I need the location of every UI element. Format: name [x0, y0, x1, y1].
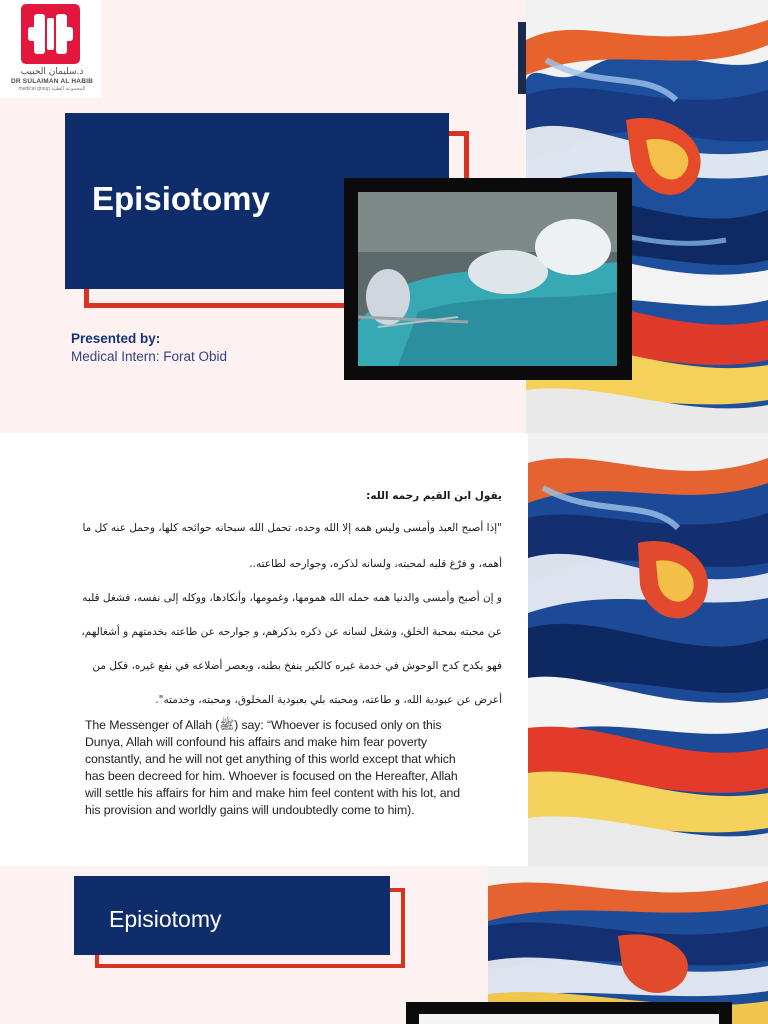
marble-art-image [528, 433, 768, 866]
arabic-line-3: أهمه، و فرّغ قلبه لمحبته، ولسانه لذكره، وجوارحه لطاعته.. [249, 558, 502, 570]
logo-arabic-text: د.سليمان الحبيب [20, 67, 84, 77]
logo [0, 0, 101, 98]
english-quote: The Messenger of Allah (ﷺ) say: “Whoever is focused only on this Dunya, Allah will confound his affairs and make him fear poverty constantly, and he will not get anything of this world except that which has been decreed for him. Whoever is focused on the Hereafter, Allah will settle his affairs for him and make him feel content with his lot, and his provision and worldly gains will undoubtedly come to him). [85, 718, 461, 817]
logo-cross-icon [21, 4, 80, 64]
slide-title: Episiotomy [109, 906, 222, 932]
slide-2 [0, 433, 768, 866]
illustration-photo [419, 1014, 719, 1024]
marble-art-image [488, 866, 768, 1024]
presented-by-label: Presented by: [71, 331, 161, 346]
logo-subtitle: medical group المجموعة الطبية [18, 86, 86, 92]
arabic-line-7: أعرض عن عبودية الله، و طاعته، ومحبته بلي بعبودية المخلوق، ومحبته، وخدمته". [155, 694, 502, 706]
presenter-name: Medical Intern: Forat Obid [71, 349, 228, 364]
arabic-line-2: "إذا أصبح العبد وأمسى وليس همه إلا الله وحده، تحمل الله سبحانه حوائجه كلها، وحمل عنه كل ما [82, 522, 502, 534]
arabic-line-4: و إن أصبح وأمسى والدنيا همه حمله الله همومها، وغمومها، وأنكادها، ووكله إلى نفسه، فشغل قلبه [82, 592, 502, 604]
slide-1 [0, 0, 768, 433]
arabic-line-6: فهو يكدح كدح الوحوش في خدمة غيره كالكير ينفخ بطنه، ويعصر أضلاعه في نفع غيره، فكل من [92, 660, 502, 672]
arabic-line-5: عن محبته بمحبة الخلق، وشغل لسانه عن ذكره بذكرهم، و جوارحه عن طاعته بخدمتهم و أشغالهم، [81, 626, 502, 638]
decorative-strip [518, 22, 526, 94]
slide-title: Episiotomy [92, 180, 270, 217]
surgery-photo [358, 192, 617, 366]
arabic-line-1: يقول ابن القيم رحمه الله: [366, 490, 502, 502]
slide-3 [0, 866, 768, 1024]
logo-english-text: DR SULAIMAN AL HABIB [11, 78, 93, 85]
